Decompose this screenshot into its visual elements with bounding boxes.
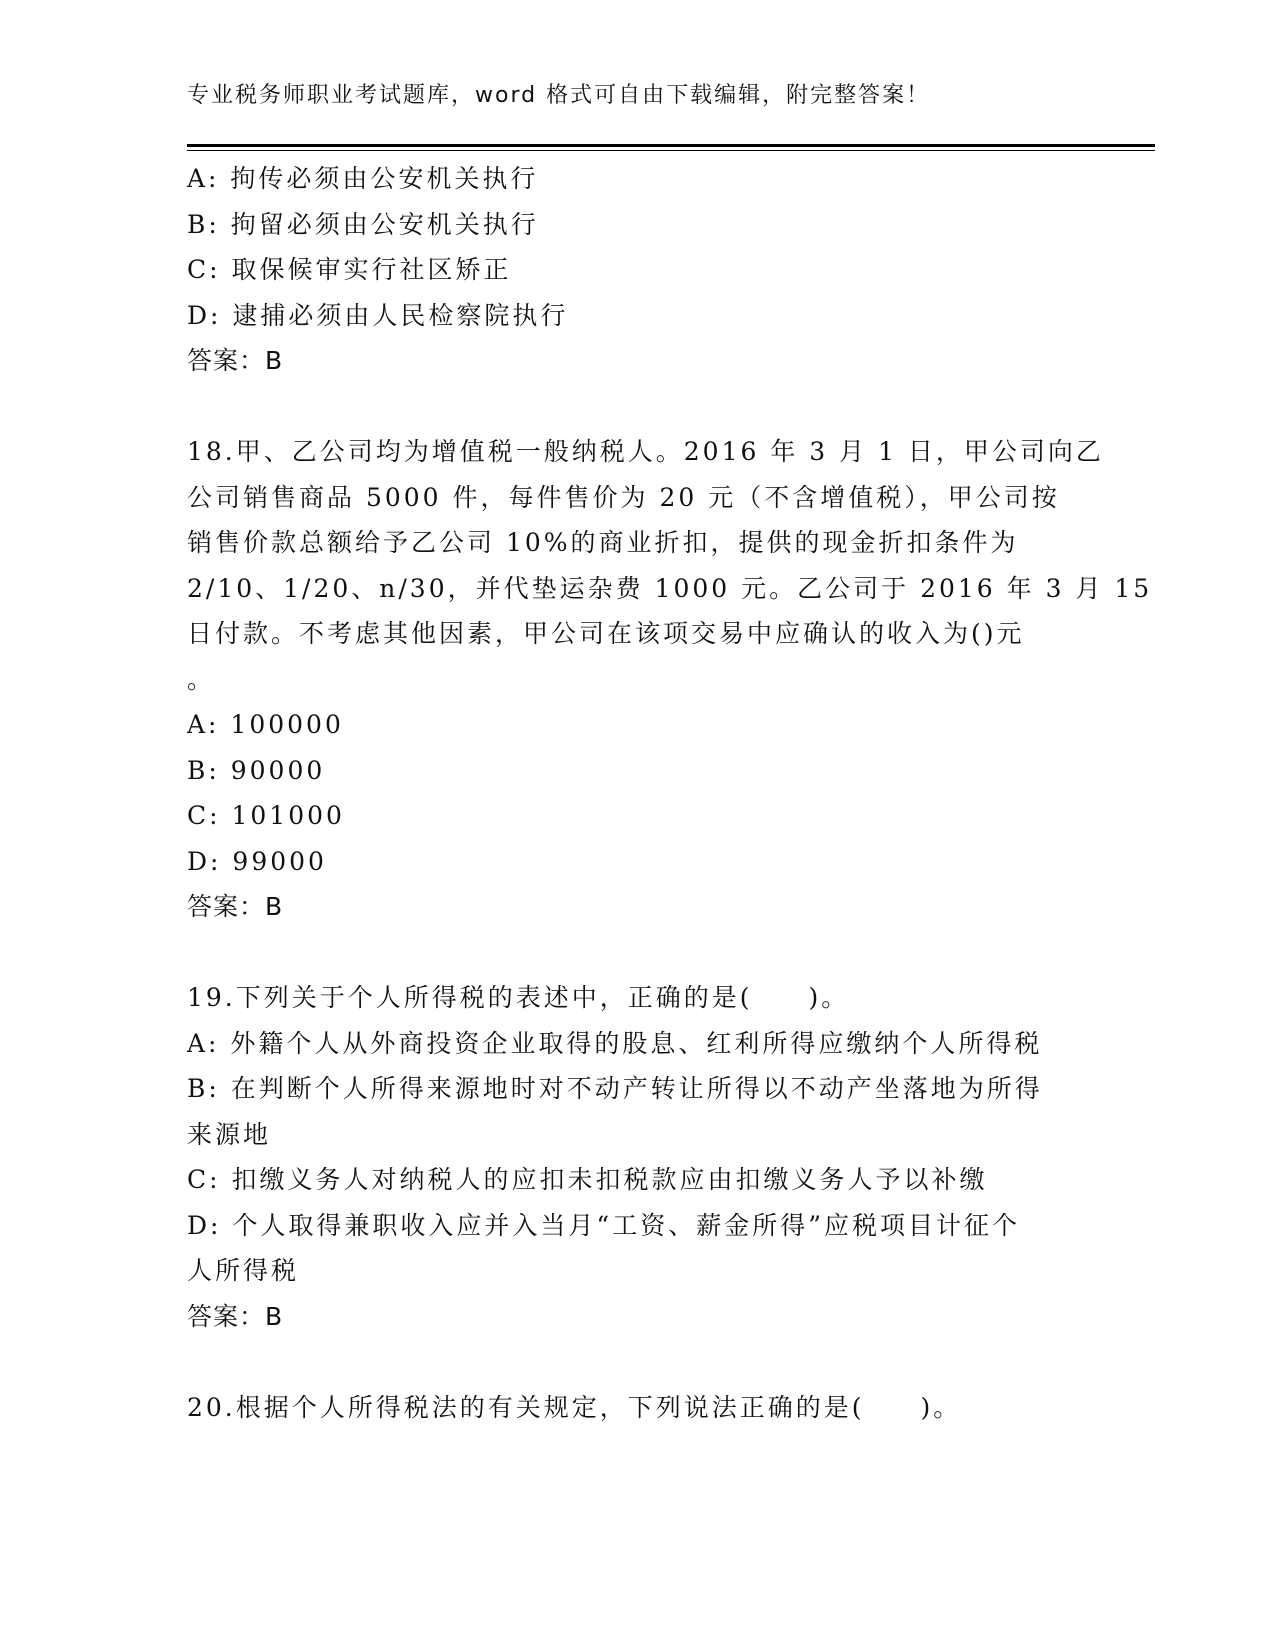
option-c: C: 101000 bbox=[187, 801, 345, 830]
question-19 bbox=[187, 975, 1077, 1339]
question-stem-line: 。 bbox=[187, 664, 216, 694]
option-d: D: 逮捕必须由人民检察院执行 bbox=[187, 300, 569, 330]
spacer bbox=[187, 384, 1077, 430]
answer-line: 答案：B bbox=[187, 892, 284, 921]
option-c: C: 扣缴义务人对纳税人的应扣未扣税款应由扣缴义务人予以补缴 bbox=[187, 1165, 988, 1194]
question-20 bbox=[187, 1385, 1077, 1431]
option-d: D: 99000 bbox=[187, 846, 327, 876]
question-content bbox=[187, 156, 1153, 1430]
header-rule-thin bbox=[187, 150, 1155, 151]
option-b-continued: 来源地 bbox=[187, 1119, 272, 1149]
option-b: B: 在判断个人所得来源地时对不动产转让所得以不动产坐落地为所得 bbox=[187, 1074, 1043, 1103]
question-stem-line: 销售价款总额给予乙公司 10%的商业折扣，提供的现金折扣条件为 bbox=[187, 528, 1019, 557]
question-stem-line: 19.下列关于个人所得税的表述中，正确的是( )。 bbox=[187, 983, 850, 1012]
option-d: D: 个人取得兼职收入应并入当月“工资、薪金所得”应税项目计征个 bbox=[187, 1210, 1020, 1240]
option-b: B: 90000 bbox=[187, 755, 326, 785]
answer-line: 答案：B bbox=[187, 346, 284, 375]
option-a: A: 外籍个人从外商投资企业取得的股息、红利所得应缴纳个人所得税 bbox=[187, 1028, 1043, 1058]
option-a: A: 拘传必须由公安机关执行 bbox=[187, 164, 539, 193]
question-18 bbox=[187, 429, 1153, 930]
option-c: C: 取保候审实行社区矫正 bbox=[187, 255, 512, 284]
question-stem-line: 2/10、1/20、n/30，并代垫运杂费 1000 元。乙公司于 2016 年 3 月 15 bbox=[187, 573, 1153, 603]
spacer bbox=[187, 930, 1077, 976]
option-b: B: 拘留必须由公安机关执行 bbox=[187, 209, 539, 239]
question-stem-line: 18.甲、乙公司均为增值税一般纳税人。2016 年 3 月 1 日，甲公司向乙 bbox=[187, 437, 1104, 466]
option-d-continued: 人所得税 bbox=[187, 1256, 300, 1285]
header-rule-thick bbox=[187, 144, 1155, 147]
question-17 bbox=[187, 156, 1077, 384]
option-a: A: 100000 bbox=[187, 710, 344, 739]
question-stem-line: 20.根据个人所得税法的有关规定，下列说法正确的是( )。 bbox=[187, 1392, 962, 1422]
question-stem-line: 日付款。不考虑其他因素，甲公司在该项交易中应确认的收入为()元 bbox=[187, 619, 1025, 648]
page-header: 专业税务师职业考试题库，word 格式可自由下载编辑，附完整答案！ bbox=[187, 83, 931, 108]
question-stem-line: 公司销售商品 5000 件，每件售价为 20 元（不含增值税），甲公司按 bbox=[187, 482, 1060, 512]
answer-line: 答案：B bbox=[187, 1301, 284, 1331]
spacer bbox=[187, 1339, 1077, 1385]
